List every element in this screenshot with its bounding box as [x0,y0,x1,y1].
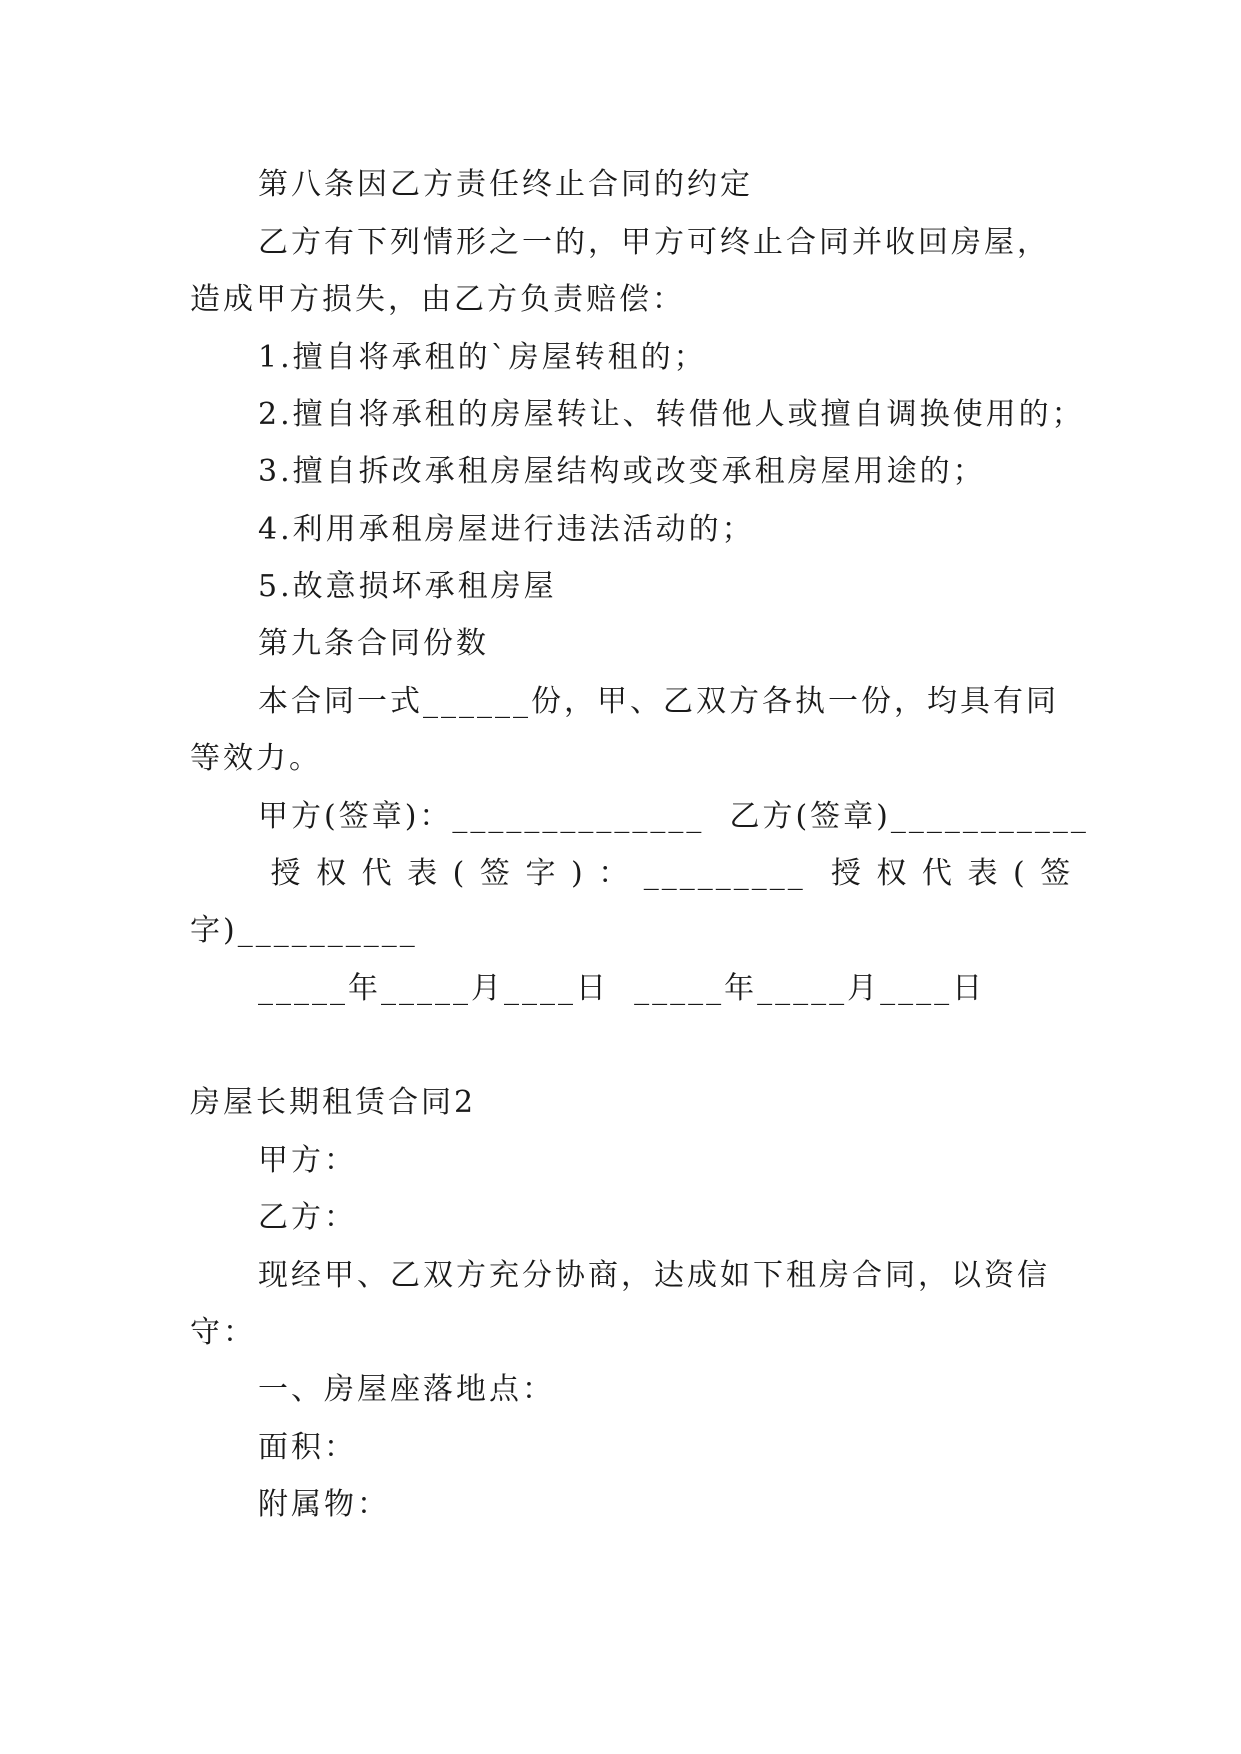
contract-2-intro-line-2: 守： [190,1315,256,1350]
house-location-label: 一、房屋座落地点： [258,1372,555,1407]
area-label: 面积： [258,1430,357,1465]
signature-date-line: _____年_____月____日 _____年_____月____日 [258,971,986,1006]
attachments-label: 附属物： [258,1487,390,1522]
contract-2-intro-line-1: 现经甲、乙双方充分协商，达成如下租房合同，以资信 [258,1258,1050,1293]
signature-line-representatives: 授 权 代 表 ( 签 字 ) ： _________ 授 权 代 表 ( 签 [258,856,1074,891]
clause-8-item-3: 3.擅自拆改承租房屋结构或改变承租房屋用途的； [258,454,986,489]
signature-line-representatives-continued: 字)__________ [190,913,418,948]
clause-8-item-4: 4.利用承租房屋进行违法活动的； [258,512,755,547]
clause-8-item-2: 2.擅自将承租的房屋转让、转借他人或擅自调换使用的； [258,397,1085,432]
party-b-label: 乙方： [258,1200,357,1235]
clause-8-paragraph-line-1: 乙方有下列情形之一的，甲方可终止合同并收回房屋， [258,225,1050,260]
clause-8-paragraph-line-2: 造成甲方损失，由乙方负责赔偿： [190,282,685,317]
clause-9-heading: 第九条合同份数 [258,626,489,661]
contract-2-title: 房屋长期租赁合同2 [190,1085,477,1120]
clause-9-paragraph-line-1: 本合同一式______份，甲、乙双方各执一份，均具有同 [258,684,1059,719]
clause-8-item-1: 1.擅自将承租的`房屋转租的； [258,340,707,375]
clause-8-item-5: 5.故意损坏承租房屋 [258,569,557,604]
signature-line-parties: 甲方(签章)：______________ 乙方(签章)___________ [258,799,1089,834]
party-a-label: 甲方： [258,1143,357,1178]
clause-8-heading: 第八条因乙方责任终止合同的约定 [258,167,753,202]
clause-9-paragraph-line-2: 等效力。 [190,741,322,776]
